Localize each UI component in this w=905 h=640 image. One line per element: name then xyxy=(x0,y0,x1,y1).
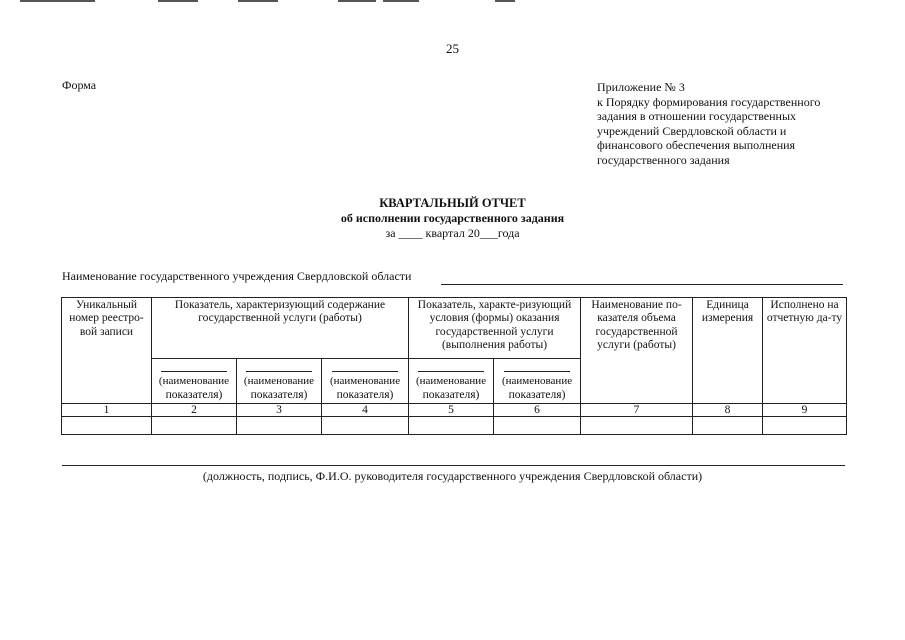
table-cell[interactable] xyxy=(494,417,581,435)
subheader-label-top: (наименование xyxy=(329,375,401,388)
subheader-label-bottom: показателя) xyxy=(508,388,566,401)
subheader-cell xyxy=(237,359,322,404)
table-cell[interactable] xyxy=(693,417,763,435)
header-content-indicator: Показатель, характеризующий содержание государственной услуги (работы) xyxy=(152,298,409,359)
subheader-label-top: (наименование xyxy=(243,375,315,388)
column-number: 7 xyxy=(581,404,693,417)
appendix-line: финансового обеспечения выполнения xyxy=(597,138,796,153)
indicator-name-blank[interactable] xyxy=(504,371,570,372)
table-cell[interactable] xyxy=(322,417,409,435)
org-name-label: Наименование государственного учреждения Свердловской области xyxy=(62,269,412,283)
appendix-line: Приложение № 3 xyxy=(597,80,685,94)
org-name-field-line[interactable] xyxy=(441,284,843,285)
column-number: 2 xyxy=(152,404,237,417)
subheader-cell xyxy=(152,359,237,404)
header-conditions-indicator: Показатель, характе-ризующий условия (формы) оказания государственной услуги (выполнения работы) xyxy=(409,298,581,359)
subheader-label-bottom: показателя) xyxy=(165,388,223,401)
page-number: 25 xyxy=(446,41,459,56)
table-cell[interactable] xyxy=(62,417,152,435)
scan-artifact xyxy=(495,0,515,2)
signature-caption: (должность, подпись, Ф.И.О. руководителя государственного учреждения Свердловской области) xyxy=(202,469,703,483)
appendix-line: государственного задания xyxy=(597,152,730,167)
title-main: КВАРТАЛЬНЫЙ ОТЧЕТ xyxy=(379,196,526,210)
table-cell[interactable] xyxy=(581,417,693,435)
table-cell[interactable] xyxy=(409,417,494,435)
subheader-label-top: (наименование xyxy=(158,375,230,388)
column-number: 8 xyxy=(693,404,763,417)
indicator-name-blank[interactable] xyxy=(418,371,484,372)
table-cell[interactable] xyxy=(237,417,322,435)
appendix-line: к Порядку формирования государственного xyxy=(597,94,821,109)
indicator-name-blank[interactable] xyxy=(246,371,312,372)
column-number: 4 xyxy=(322,404,409,417)
subheader-label-top: (наименование xyxy=(415,375,487,388)
appendix-line: задания в отношении государственных xyxy=(597,109,797,124)
table-cell[interactable] xyxy=(763,417,847,435)
header-done-at-date: Исполнено на отчетную да-ту xyxy=(763,298,847,404)
scan-artifact xyxy=(158,0,198,2)
header-unit: Единица измерения xyxy=(693,298,763,404)
title-subtitle: об исполнении государственного задания xyxy=(340,211,565,225)
column-number-row xyxy=(62,404,847,417)
title-period: за ____ квартал 20___года xyxy=(385,226,520,240)
subheader-label-bottom: показателя) xyxy=(422,388,480,401)
column-number: 5 xyxy=(409,404,494,417)
table-header-row xyxy=(62,298,847,359)
signature-line[interactable] xyxy=(62,465,845,466)
column-number: 3 xyxy=(237,404,322,417)
subheader-label-bottom: показателя) xyxy=(250,388,308,401)
header-registry-number: Уникальный номер реестро-вой записи xyxy=(62,298,152,404)
table-cell[interactable] xyxy=(152,417,237,435)
column-number: 1 xyxy=(62,404,152,417)
scan-artifact xyxy=(238,0,278,2)
subheader-label-bottom: показателя) xyxy=(336,388,394,401)
column-number: 6 xyxy=(494,404,581,417)
appendix-note xyxy=(597,80,857,168)
indicator-name-blank[interactable] xyxy=(332,371,398,372)
scan-artifact xyxy=(383,0,419,2)
table-row xyxy=(62,417,847,435)
indicator-name-blank[interactable] xyxy=(161,371,227,372)
subheader-cell xyxy=(409,359,494,404)
column-number: 9 xyxy=(763,404,847,417)
subheader-label-top: (наименование xyxy=(501,375,573,388)
report-table xyxy=(61,297,847,435)
subheader-cell xyxy=(494,359,581,404)
appendix-line: учреждений Свердловской области и xyxy=(597,123,787,138)
subheader-cell xyxy=(322,359,409,404)
form-label: Форма xyxy=(62,78,97,92)
report-title xyxy=(0,196,905,241)
scan-artifact xyxy=(20,0,95,2)
header-volume-indicator-name: Наименование по-казателя объема государственной услуги (работы) xyxy=(581,298,693,404)
scan-artifact xyxy=(338,0,376,2)
